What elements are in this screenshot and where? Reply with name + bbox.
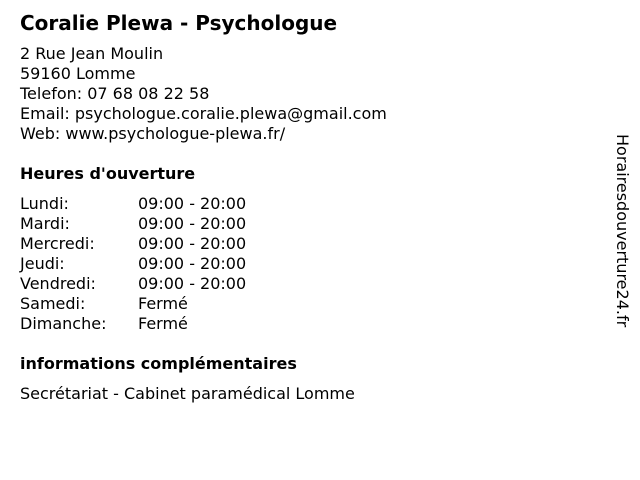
time-value: Fermé bbox=[138, 314, 188, 333]
hours-row-saturday bbox=[20, 294, 600, 314]
website-link[interactable]: Web: www.psychologue-plewa.fr/ bbox=[20, 124, 286, 143]
business-title: Coralie Plewa - Psychologue bbox=[20, 11, 338, 35]
time-value: 09:00 - 20:00 bbox=[138, 274, 247, 293]
phone-number: Telefon: 07 68 08 22 58 bbox=[20, 84, 210, 103]
hours-row-friday bbox=[20, 274, 600, 294]
day-label: Vendredi: bbox=[20, 274, 96, 293]
business-info bbox=[20, 10, 600, 404]
email-address: Email: psychologue.coralie.plewa@gmail.com bbox=[20, 104, 387, 123]
brand-watermark: Horairesdouverture24.fr bbox=[613, 134, 632, 328]
day-label: Lundi: bbox=[20, 194, 69, 213]
hours-row-tuesday bbox=[20, 214, 600, 234]
street-address: 2 Rue Jean Moulin bbox=[20, 44, 164, 63]
hours-row-thursday bbox=[20, 254, 600, 274]
address-block bbox=[20, 44, 600, 144]
hours-row-monday bbox=[20, 194, 600, 214]
day-label: Mercredi: bbox=[20, 234, 95, 253]
city-postcode: 59160 Lomme bbox=[20, 64, 136, 83]
additional-info-heading: informations complémentaires bbox=[20, 354, 297, 373]
time-value: 09:00 - 20:00 bbox=[138, 234, 247, 253]
opening-hours-heading: Heures d'ouverture bbox=[20, 164, 196, 183]
day-label: Jeudi: bbox=[20, 254, 65, 273]
opening-hours-table bbox=[20, 194, 600, 334]
time-value: 09:00 - 20:00 bbox=[138, 214, 247, 233]
hours-row-sunday bbox=[20, 314, 600, 334]
time-value: 09:00 - 20:00 bbox=[138, 254, 247, 273]
time-value: 09:00 - 20:00 bbox=[138, 194, 247, 213]
day-label: Dimanche: bbox=[20, 314, 107, 333]
additional-info-text: Secrétariat - Cabinet paramédical Lomme bbox=[20, 384, 355, 403]
day-label: Samedi: bbox=[20, 294, 86, 313]
time-value: Fermé bbox=[138, 294, 188, 313]
hours-row-wednesday bbox=[20, 234, 600, 254]
day-label: Mardi: bbox=[20, 214, 70, 233]
